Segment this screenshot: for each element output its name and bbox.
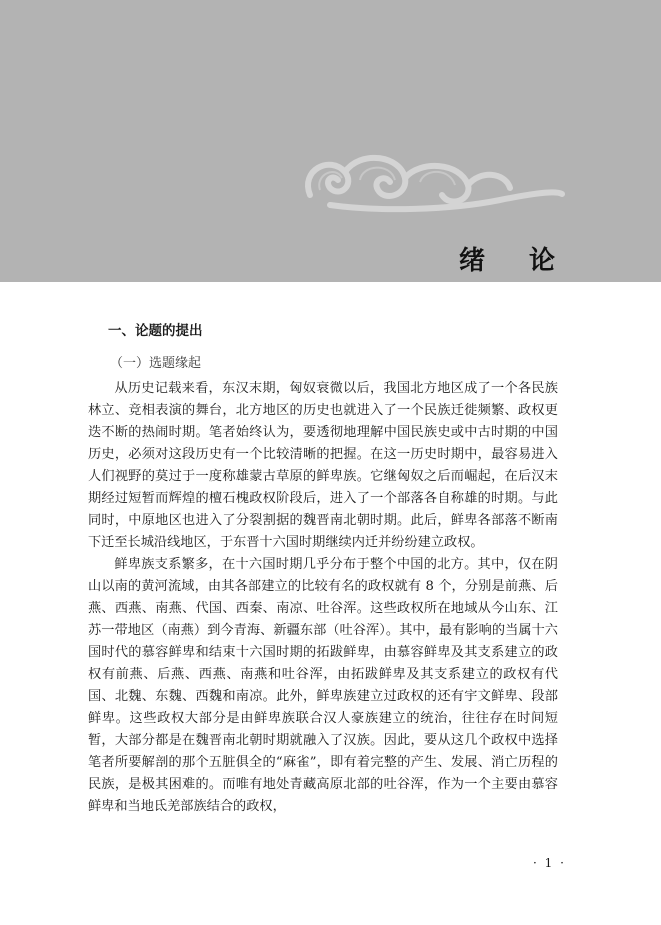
page-number: · 1 · xyxy=(533,856,566,870)
paragraph: 鲜卑族支系繁多，在十六国时期几乎分布于整个中国的北方。其中，仅在阴山以南的黄河流域，由其各部建立的比较有名的政权就有 8 个，分别是前燕、后燕、西燕、南燕、代国、西秦、南凉、吐谷浑。这些政权所在地域从今山东、江苏一带地区（南燕）到今青海、新疆东部（吐谷浑）。其中，最有影响的当属十六国时代的慕容鲜卑和结束十六国时期的拓跋鲜卑，由慕容鲜卑及其支系建立的政权有前燕、后燕、西燕、南燕和吐谷浑，由拓跋鲜卑及其支系建立的政权有代国、北魏、东魏、西魏和南凉。此外，鲜卑族建立过政权的还有宇文鲜卑、段部鲜卑。这些政权大部分是由鲜卑族联合汉人豪族建立的统治，往往存在时间短暂，大部分都是在魏晋南北朝时期就融入了汉族。因此，要从这几个政权中选择笔者所要解剖的那个五脏俱全的“麻雀”，即有着完整的产生、发展、消亡历程的民族，是极其困难的。而唯有地处青藏高原北部的吐谷浑，作为一个主要由慕容鲜卑和当地氐羌部族结合的政权， xyxy=(88,557,558,814)
chapter-header-band xyxy=(0,0,661,282)
sub-heading: （一）选题缘起 xyxy=(110,356,202,371)
chapter-title xyxy=(459,240,557,277)
paragraph: 从历史记载来看，东汉末期，匈奴衰微以后，我国北方地区成了一个各民族林立、竞相表演的舞台，北方地区的历史也就进入了一个民族迁徙频繁、政权更迭不断的热闹时期。笔者始终认为，要透彻地理解中国民族史或中古时期的中国历史，必须对这段历史有一个比较清晰的把握。在这一历史时期中，最容易进入人们视野的莫过于一度称雄蒙古草原的鲜卑族。它继匈奴之后而崛起，在后汉末期经过短暂而辉煌的檀石槐政权阶段后，进入了一个部落各自称雄的时期。与此同时，中原地区也进入了分裂割据的魏晋南北朝时期。此后，鲜卑各部落不断南下迁至长城沿线地区，于东晋十六国时期继续内迁并纷纷建立政权。 xyxy=(88,381,558,550)
auspicious-cloud-icon xyxy=(300,150,565,220)
chapter-title-char-2: 论 xyxy=(528,246,557,276)
body-text xyxy=(88,378,558,818)
section-heading: 一、论题的提出 xyxy=(108,323,203,339)
chapter-title-char-1: 绪 xyxy=(458,246,487,276)
